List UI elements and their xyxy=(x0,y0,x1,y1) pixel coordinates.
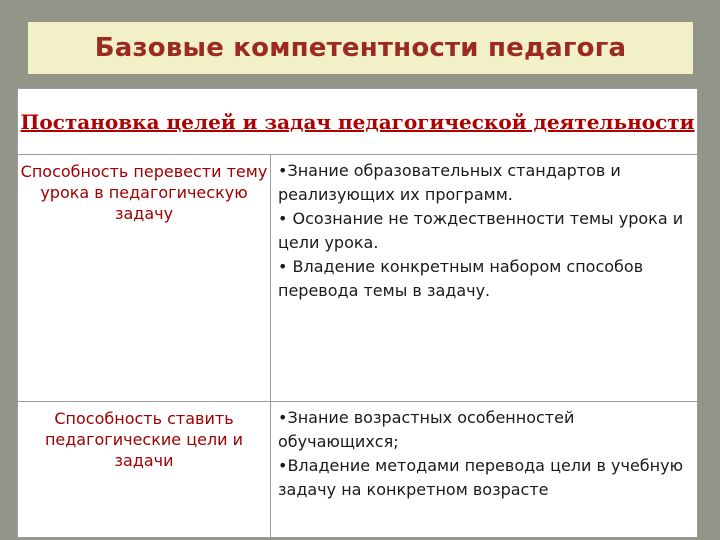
competence-cell: Способность перевести тему урока в педагогическую задачу xyxy=(18,155,271,401)
details-cell xyxy=(271,155,697,401)
details-cell xyxy=(271,402,697,537)
detail-item: •Знание образовательных стандартов и реализующих их программ. xyxy=(278,161,621,204)
detail-item: • Осознание не тождественности темы урока и цели урока. xyxy=(278,209,684,252)
table-header xyxy=(18,89,697,155)
detail-item: •Владение методами перевода цели в учебную задачу на конкретном возрасте xyxy=(278,456,684,499)
slide-title: Базовые компетентности педагога xyxy=(94,33,627,63)
table-header-text: Постановка целей и задач педагогической деятельности xyxy=(20,109,695,134)
table-row xyxy=(18,402,697,537)
competence-cell: Способность ставить педагогические цели и задачи xyxy=(18,402,271,537)
competence-table xyxy=(17,88,698,538)
detail-item: •Знание возрастных особенностей обучающихся; xyxy=(278,408,575,451)
table-row xyxy=(18,155,697,402)
detail-item: • Владение конкретным набором способов перевода темы в задачу. xyxy=(278,257,644,300)
slide-title-bar xyxy=(28,22,693,74)
